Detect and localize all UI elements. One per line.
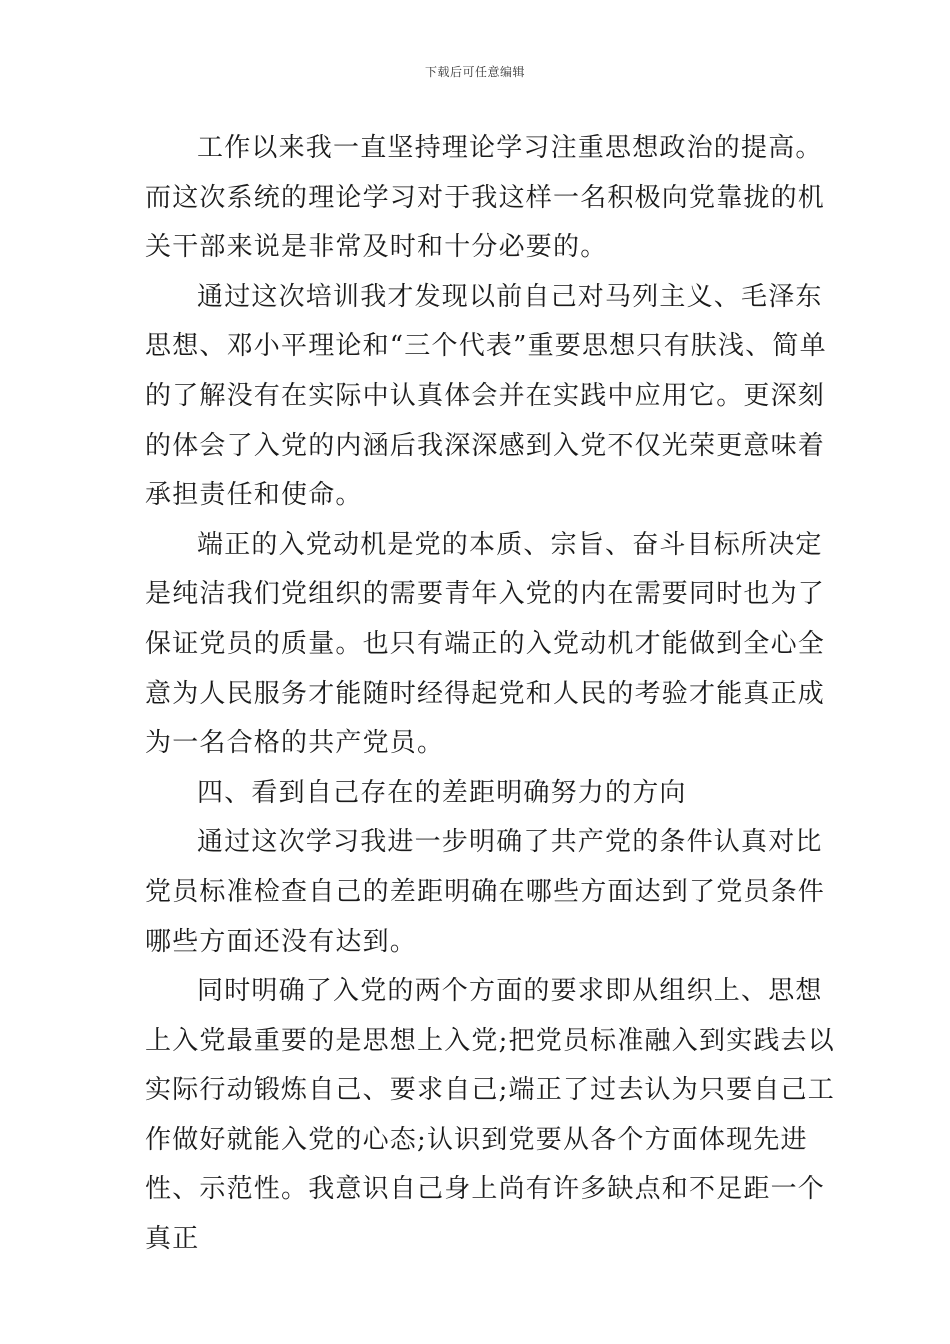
document-body xyxy=(145,124,835,1265)
paragraph: 通过这次培训我才发现以前自己对马列主义、毛泽东思想、邓小平理论和“三个代表”重要思想只有肤浅、简单的了解没有在实际中认真体会并在实践中应用它。更深刻的体会了入党的内涵后我深深感到入党不仅光荣更意味着承担责任和使命。 xyxy=(145,281,827,511)
page-header: 下载后可任意编辑 xyxy=(424,65,525,79)
section-heading: 四、看到自己存在的差距明确努力的方向 xyxy=(197,777,687,808)
paragraph: 端正的入党动机是党的本质、宗旨、奋斗目标所决定是纯洁我们党组织的需要青年入党的内在需要同时也为了保证党员的质量。也只有端正的入党动机才能做到全心全意为人民服务才能随时经得起党和人民的考验才能真正成为一名合格的共产党员。 xyxy=(145,529,826,759)
paragraph: 通过这次学习我进一步明确了共产党的条件认真对比党员标准检查自己的差距明确在哪些方面达到了党员条件哪些方面还没有达到。 xyxy=(145,827,826,957)
paragraph: 工作以来我一直坚持理论学习注重思想政治的提高。而这次系统的理论学习对于我这样一名积极向党靠拢的机关干部来说是非常及时和十分必要的。 xyxy=(145,133,826,263)
paragraph: 同时明确了入党的两个方面的要求即从组织上、思想上入党最重要的是思想上入党;把党员标准融入到实践去以实际行动锻炼自己、要求自己;端正了过去认为只要自己工作做好就能入党的心态;认识到党要从各个方面体现先进性、示范性。我意识自己身上尚有许多缺点和不足距一个真正 xyxy=(145,976,835,1255)
